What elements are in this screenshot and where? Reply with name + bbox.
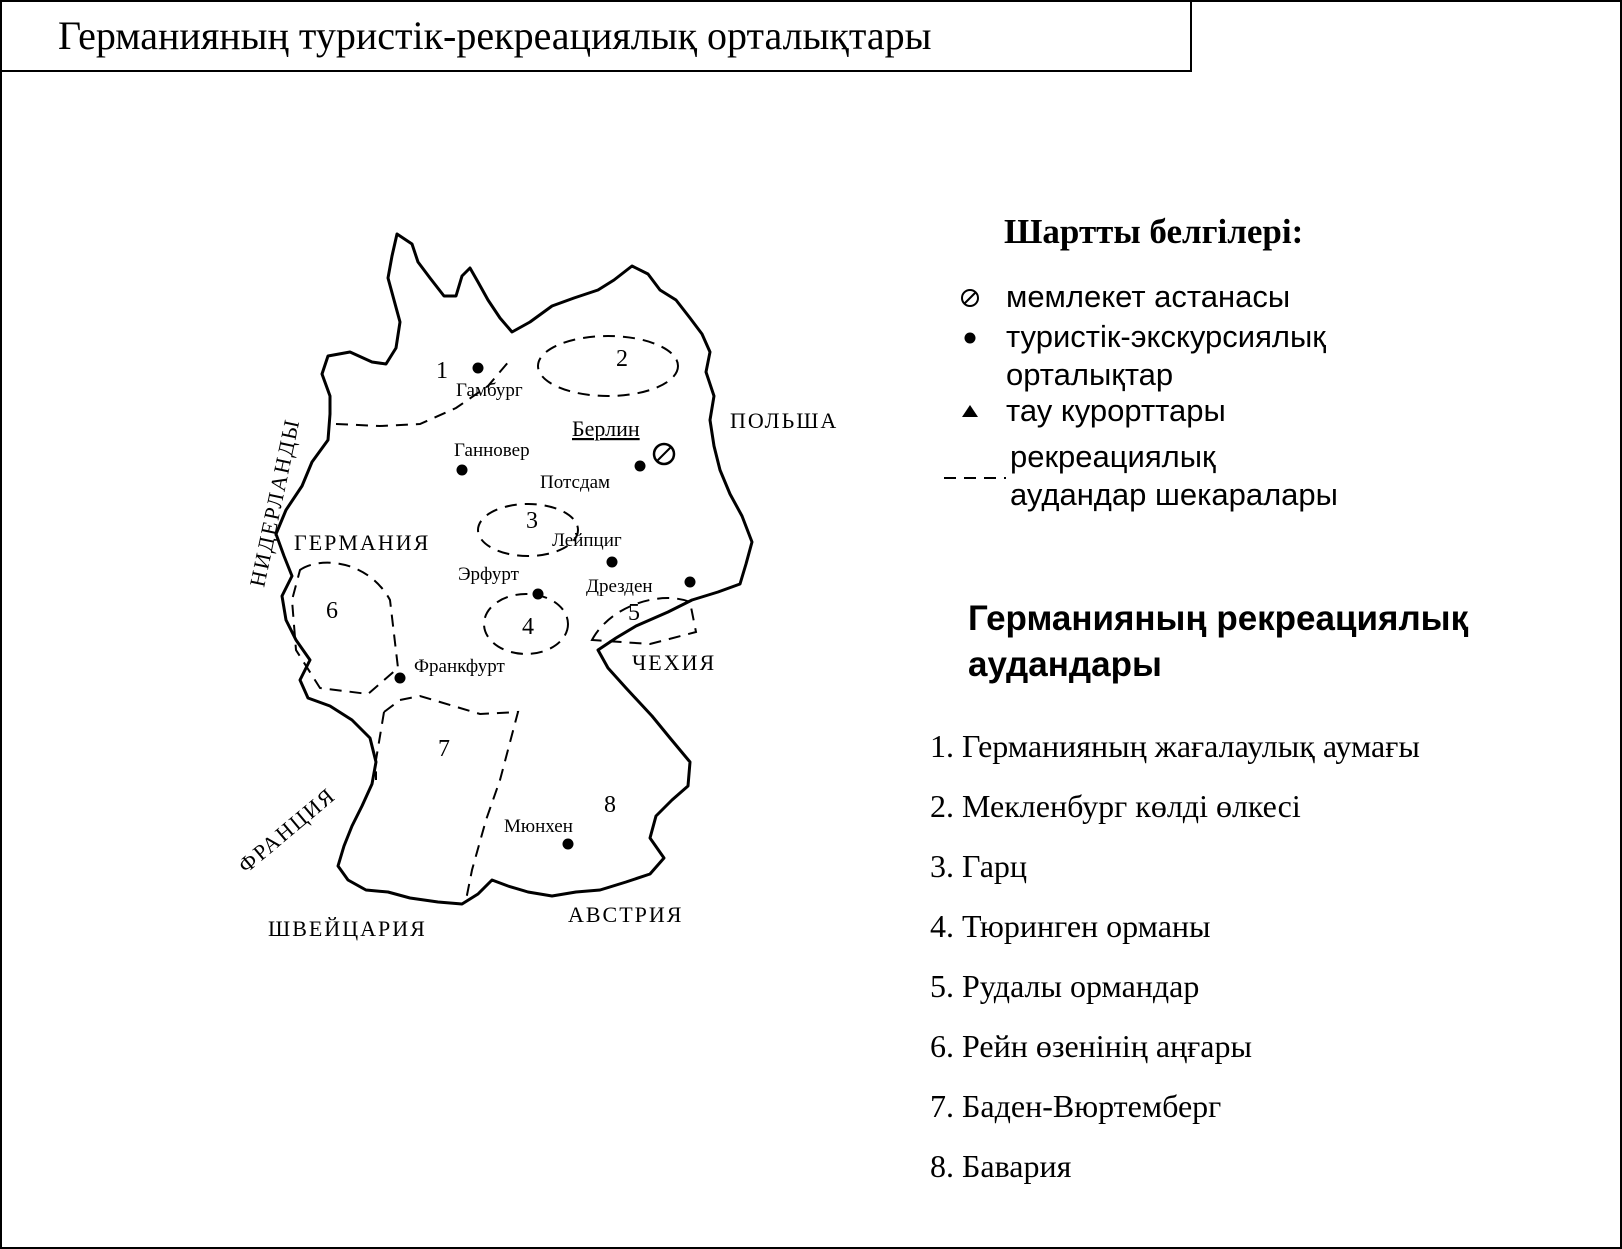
berlin-capital-icon bbox=[654, 444, 674, 464]
legend-label-tourist-center-line1: туристік-экскурсиялық bbox=[1006, 319, 1326, 354]
legend-label-mountain-resort: тау курорттары bbox=[1006, 393, 1226, 428]
leipzig-dot bbox=[607, 557, 618, 568]
country-label-netherlands: НИДЕРЛАНДЫ bbox=[244, 415, 305, 590]
country-label-germany: ГЕРМАНИЯ bbox=[294, 530, 431, 555]
region-number-6: 6 bbox=[326, 598, 338, 624]
erfurt-dot bbox=[533, 589, 544, 600]
city-label-dresden: Дрезден bbox=[586, 576, 653, 597]
region-item: 5. Рудалы ормандар bbox=[930, 968, 1200, 1004]
legend-label-capital: мемлекет астанасы bbox=[1006, 279, 1291, 314]
country-label-austria: АВСТРИЯ bbox=[568, 902, 684, 927]
region-number-7: 7 bbox=[438, 736, 450, 762]
region-number-3: 3 bbox=[526, 508, 538, 534]
region-number-4: 4 bbox=[522, 614, 534, 640]
region-6-border bbox=[292, 563, 398, 694]
region-7-border bbox=[384, 696, 518, 900]
regions-heading-line2: аудандары bbox=[968, 645, 1162, 684]
hamburg-dot bbox=[473, 363, 484, 374]
regions-heading-line1: Германияның рекреациялық bbox=[968, 599, 1469, 638]
legend-label-tourist-center-line2: орталықтар bbox=[1006, 357, 1174, 392]
legend-label-recreation-border-line1: рекреациялық bbox=[1010, 439, 1216, 474]
city-label-munich: Мюнхен bbox=[504, 816, 573, 837]
region-2-border bbox=[538, 336, 678, 396]
dashed-line-icon bbox=[940, 470, 980, 517]
city-label-potsdam: Потсдам bbox=[540, 472, 611, 493]
country-label-poland: ПОЛЬША bbox=[730, 408, 839, 433]
region-item: 7. Баден-Вюртемберг bbox=[930, 1088, 1222, 1124]
city-label-berlin: Берлин bbox=[572, 416, 640, 441]
city-label-erfurt: Эрфурт bbox=[458, 564, 519, 585]
region-number-2: 2 bbox=[616, 346, 628, 372]
city-label-leipzig: Лейпциг bbox=[552, 530, 622, 551]
city-label-frankfurt: Франкфурт bbox=[414, 656, 505, 677]
legend-heading: Шартты белгілері: bbox=[1004, 212, 1304, 251]
munich-dot bbox=[563, 839, 574, 850]
legend-label-recreation-border-line2: аудандар шекаралары bbox=[1010, 477, 1338, 512]
potsdam-dot bbox=[635, 461, 646, 472]
region-7-west-border bbox=[376, 712, 384, 780]
page-title: Германияның туристік-рекреациялық орталықтары bbox=[0, 0, 1192, 72]
country-label-france: ФРАНЦИЯ bbox=[233, 782, 341, 878]
city-label-hamburg: Гамбург bbox=[456, 380, 523, 401]
frankfurt-dot bbox=[395, 673, 406, 684]
dresden-dot bbox=[685, 577, 696, 588]
hannover-dot bbox=[457, 465, 468, 476]
dot-icon bbox=[958, 318, 998, 365]
region-item: 6. Рейн өзенінің аңғары bbox=[930, 1028, 1252, 1064]
region-item: 4. Тюринген орманы bbox=[930, 908, 1211, 944]
country-label-switzerland: ШВЕЙЦАРИЯ bbox=[268, 916, 427, 941]
region-number-5: 5 bbox=[628, 600, 640, 626]
regions-heading bbox=[968, 596, 1588, 688]
region-number-8: 8 bbox=[604, 792, 616, 818]
city-label-hannover: Ганновер bbox=[454, 440, 530, 461]
region-number-1: 1 bbox=[436, 358, 448, 384]
region-item: 3. Гарц bbox=[930, 848, 1028, 884]
triangle-icon bbox=[958, 392, 998, 439]
regions-list bbox=[930, 726, 1420, 1206]
region-item: 8. Бавария bbox=[930, 1148, 1072, 1184]
region-item: 1. Германияның жағалаулық аумағы bbox=[930, 728, 1420, 764]
region-item: 2. Мекленбург көлді өлкесі bbox=[930, 788, 1301, 824]
country-label-czechia: ЧЕХИЯ bbox=[632, 650, 717, 675]
